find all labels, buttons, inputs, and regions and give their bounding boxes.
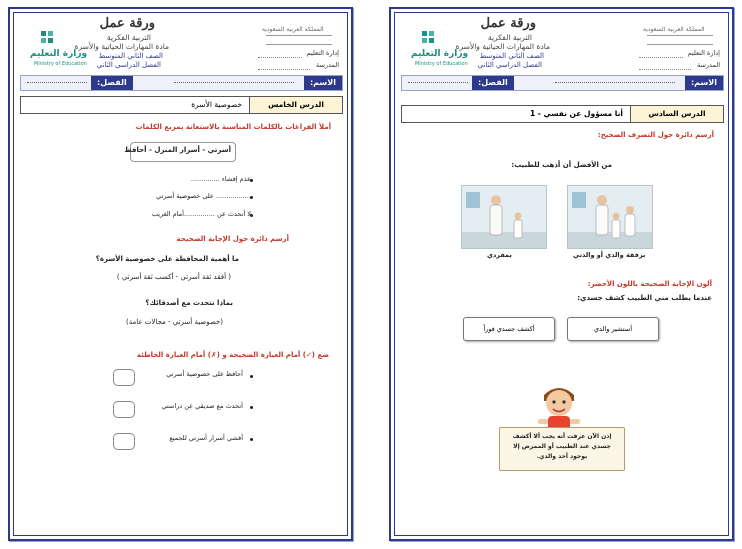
bullet [250, 406, 253, 409]
answer-checkbox-1[interactable] [113, 369, 135, 386]
grade-label: الصف الثاني المتوسط [479, 52, 544, 60]
grade-label: الصف الثاني المتوسط [98, 52, 163, 60]
ministry-logo-icon [40, 29, 54, 43]
worksheet-page-right [389, 7, 734, 541]
ministry-logo-text: وزارة التعليم [411, 49, 469, 59]
ministry-logo-text: وزارة التعليم [30, 49, 88, 59]
lesson-number: الدرس السادس [630, 106, 723, 122]
name-label: الاسم: [304, 76, 342, 90]
note-text: إذن الآن عرفت أنه يجب ألا أكشف جسدي عند الطبيب أو الممرض إلا بوجود أحد والدي. [512, 433, 612, 460]
school-label: المدرسة [315, 61, 339, 69]
word-box-text: أسرتي - أسرار المنزل - أحافظ [124, 146, 231, 154]
option-consult-parents[interactable]: أستشير والدي [567, 317, 659, 341]
statement-3: أفشي أسرار أسرتي للجميع [169, 434, 243, 442]
term-label: الفصل الدراسي الثاني [96, 61, 161, 69]
option-uncover-now[interactable]: أكشف جسدي فوراً [463, 317, 555, 341]
admin-line [258, 57, 302, 58]
lesson-topic: أنا مسؤول عن نفسي - 1 [529, 109, 623, 118]
emblem-decoration [266, 35, 332, 45]
lesson-number: الدرس الخامس [249, 97, 342, 113]
ministry-logo-icon [421, 29, 435, 43]
course-label: مادة المهارات الحياتية والأسرة [455, 42, 550, 51]
school-line [258, 69, 310, 70]
doctor-alone-image[interactable] [461, 185, 547, 249]
class-field[interactable] [27, 82, 87, 83]
subject-label: التربية الفكرية [106, 33, 151, 42]
school-label: المدرسة [696, 61, 720, 69]
true-false-instruction: ضع (✓) أمام العبارة الصحيحة و (✗) أمام العبارة الخاطئة [136, 351, 329, 359]
statement-2: أتحدث مع صديقي عن دراستي [161, 402, 243, 410]
circle-behavior-instruction: أرسم دائرة حول التصرف الصحيح: [597, 131, 714, 139]
class-field[interactable] [408, 82, 468, 83]
statement-1: أحافظ على خصوصية أسرتي [166, 370, 243, 378]
answer-options-2[interactable]: (خصوصية أسرتي - مجالات عامة) [126, 318, 223, 326]
term-label: الفصل الدراسي الثاني [477, 61, 542, 69]
doctor-question: من الأفضل أن أذهب للطبيب: [511, 161, 612, 169]
course-label: مادة المهارات الحياتية والأسرة [74, 42, 169, 51]
lesson-bar [401, 105, 724, 123]
name-field[interactable] [555, 82, 675, 83]
color-answer-instruction: ألون الإجابة الصحيحة باللون الأخضر: [587, 280, 712, 288]
fill-blanks-instruction: أملأ الفراغات بالكلمات المناسبة بالاستعانة بمربع الكلمات [135, 123, 331, 131]
ministry-logo-en: Ministry of Education [34, 61, 87, 67]
blank-item-3[interactable]: لا أتحدث عن ...............أمام الغريب [151, 210, 251, 218]
blank-item-2[interactable]: ................. على خصوصية أسرتي [156, 192, 251, 200]
caption-with-parent: برفقة والدي أو والدتي [573, 251, 646, 259]
admin-label: إدارة التعليم [306, 49, 339, 57]
class-label: الفصل: [472, 76, 514, 90]
worksheet-page-left [8, 7, 353, 541]
kingdom-emblem-text: المملكة العربية السعودية [643, 26, 705, 33]
name-label: الاسم: [685, 76, 723, 90]
admin-label: إدارة التعليم [687, 49, 720, 57]
ministry-logo-en: Ministry of Education [415, 61, 468, 67]
lesson-topic: خصوصية الأسرة [191, 100, 242, 109]
circle-answer-instruction: أرسم دائرة حول الإجابة الصحيحة [176, 235, 289, 243]
doctor-with-parent-image[interactable] [567, 185, 653, 249]
question-2: بماذا نتحدث مع أصدقائك؟ [145, 299, 233, 307]
worksheet-title: ورقة عمل [99, 16, 155, 31]
student-info-bar [20, 75, 343, 91]
school-line [639, 69, 691, 70]
name-field[interactable] [174, 82, 294, 83]
student-info-bar [401, 75, 724, 91]
worksheet-title: ورقة عمل [480, 16, 536, 31]
kingdom-emblem-text: المملكة العربية السعودية [262, 26, 324, 33]
note-card [499, 427, 625, 471]
blank-item-1[interactable]: عدم إفشاء .............. [190, 175, 251, 183]
emblem-decoration [647, 35, 713, 45]
answer-checkbox-2[interactable] [113, 401, 135, 418]
bullet [250, 438, 253, 441]
answer-options-1[interactable]: ( أفقد ثقة أسرتي - أكسب ثقة أسرتي ) [116, 273, 231, 281]
lesson-bar [20, 96, 343, 114]
caption-alone: بمفردي [487, 251, 512, 259]
subject-label: التربية الفكرية [487, 33, 532, 42]
question-1: ما أهمية المحافظة على خصوصية الأسرة؟ [95, 255, 239, 263]
word-box [124, 142, 236, 162]
exam-question: عندما يطلب مني الطبيب كشف جسدي: [577, 294, 712, 302]
admin-line [639, 57, 683, 58]
bullet [250, 375, 253, 378]
class-label: الفصل: [91, 76, 133, 90]
answer-checkbox-3[interactable] [113, 433, 135, 450]
